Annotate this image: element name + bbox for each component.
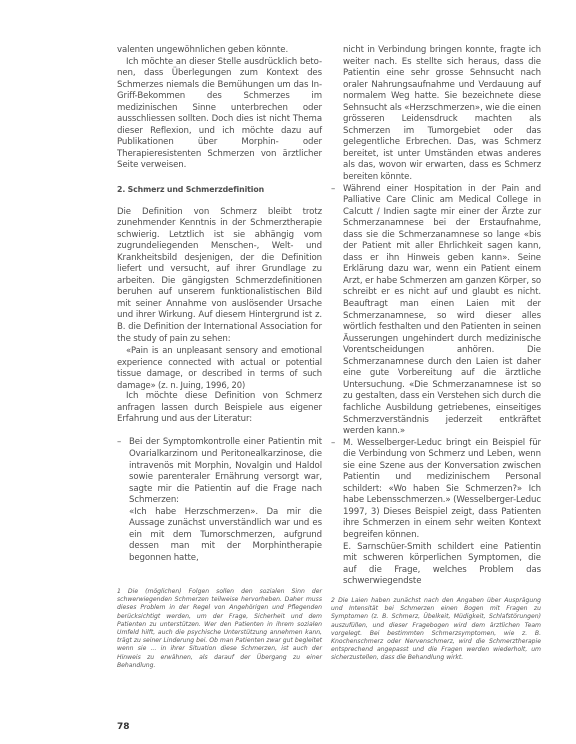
paragraph-continuation: valenten ungewöhnlichen geben könnte. [117, 45, 289, 55]
example-list [117, 437, 322, 564]
list-item-text: Während einer Hospitation in der Pain and Palliative Care Clinic am Medical College in Calcutt / Indien sagte mir einer der Ärzte zur Schmerzanamnese bei der Erstaufnahme, dass sie die Schmerzanamnese so lange «bis der Patient mit aller Ehrlichkeit sagen kann, dass er ihn Hinweis geben kann». Seine Erklärung dazu war, wenn ein Patient einem Arzt, er habe Schmerzen am ganzen Körper, so schreibt er es nicht auf und glaubt es nicht. Beauftragt man einen Laien mit der Schmerzanamnese, so wird dieser alles wörtlich festhalten und den Patienten in seinen Äusserungen ungehindert durch medizinische Vorentscheidungen anhören. Die Schmerzanamnese durch den Laien ist daher eine gute Vorbereitung auf die ärztliche Untersuchung. «Die Schmerzanamnese ist so zu gestalten, dass ein Verstehen sich durch die fachliche Ausbildung getriebenes, einseitiges Schmerzverständnis jederzeit entkräftet werden kann.» [343, 183, 541, 437]
section-heading: 2. Schmerz und Schmerzdefinition [117, 184, 265, 194]
page-number: 78 [117, 722, 130, 732]
definition-quote: «Pain is an unpleasant sensory and emotional experience connected with actual or potential tissue damage, or described in terms of such damage» (z. n. Juing, 1996, 20) [117, 345, 322, 390]
footnote-left: 1 Die (möglichen) Folgen sollen den sozialen Sinn der schwerwiegenden Schmerzen teilweise hervorheben. Daher muss dieses Problem in der Regel von Angehörigen und Pflegenden berücksichtigt werden, um der Frage, Sicherheit und dem Patienten zu unterstützen. Wer den Patienten in ihrem sozialen Umfeld hilft, auch die psychische Unterstützung annehmen kann, trägt zu seiner Linderung bei. Ob man Patienten zwar gut begleitet wenn sie ... in ihrer Situation diese Schmerzen, ist auch der Hinweis zu erwähnen, als darauf der Übergang zu einer Behandlung. [117, 588, 322, 669]
list-item [331, 438, 541, 588]
left-column [117, 45, 322, 564]
list-item-continuation: E. Sarnschüer-Smith schildert eine Patientin mit schweren körperlichen Symptomen, die auf die Frage, welches Problem das schwerwiegendste [343, 541, 541, 587]
right-column [331, 45, 541, 588]
example-list [331, 184, 541, 588]
list-item-text: Bei der Symptomkontrolle einer Patientin mit Ovarialkarzinom und Peritonealkarzinose, die intravenös mit Morphin, Novalgin und Haldol sowie parenteraler Ernährung versorgt war, sagte mir die Patientin auf die Frage nach Schmerzen: [129, 437, 322, 506]
list-item [331, 184, 541, 438]
list-item-quote: «Ich habe Herzschmerzen». Da mir die Aussage zunächst unverständlich war und es ein mit dem Tumorschmerzen, aufgrund dessen man mit der Morphintherapie begonnen hatte, [129, 506, 322, 563]
paragraph: Ich möchte diese Definition von Schmerz anfragen lassen durch Beispiele aus eigener Erfahrung und aus der Literatur: [117, 391, 322, 425]
paragraph: Ich möchte an dieser Stelle ausdrücklich beto-nen, dass Überlegungen zum Kontext des Schmerzes niemals die Bemühungen um das In-Griff-Bekommen des Schmerzes im medizinischen Sinne unterbrechen oder ausschliessen sollten. Doch dies ist nicht Thema dieser Reflexion, und ich möchte dazu auf Publikationen über Morphin- oder Therapieresistenten Schmerzen von ärztlicher Seite verweisen. [117, 56, 322, 171]
footnote-right: 2 Die Laien haben zunächst nach den Angaben über Ausprägung und Intensität bei Schmerzen einen Bogen mit Fragen zu Symptomen (z. B. Schmerz, Übelkeit, Müdigkeit, Schlafstörungen) auszufüllen, und dieser Fragebogen wird dem ärztlichen Team vorgelegt. Bei bestimmten Schmerzsymptomen, wie z. B. Knochenschmerz oder Nervenschmerz, wird die Schmerztherapie entsprechend angepasst und die Fragen werden wiederholt, um sicherzustellen, dass die Behandlung wirkt. [331, 597, 541, 662]
list-item [117, 437, 322, 564]
list-item-text: M. Wesselberger-Leduc bringt ein Beispiel für die Verbindung von Schmerz und Leben, wenn sie eine Szene aus der Konversation zwischen Patientin und medizinischem Personal schildert: «Wo haben Sie Schmerzen?» Ich habe Lebensschmerzen.» (Wesselberger-Leduc 1997, 3) Dieses Beispiel zeigt, dass Patienten ihre Schmerzen in einem sehr weiten Kontext begreifen können. [343, 437, 541, 540]
paragraph: Die Definition von Schmerz bleibt trotz zunehmender Kenntnis in der Schmerztherapie schwierig. Letztlich ist sie abhängig vom zugrundeliegenden Menschen-, Welt- und Krankheitsbild desjenigen, der die Definition liefert und versucht, auf ihrer Grundlage zu arbeiten. Die gängigsten Schmerzdefinitionen beruhen auf unserem funktionalistischen Bild mit seiner Annahme von auslösender Ursache und ihrer Wirkung. Auf diesem Hintergrund ist z. B. die Definition der International Association for the study of pain zu sehen: [117, 206, 322, 344]
paragraph-continuation: nicht in Verbindung bringen konnte, fragte ich weiter nach. Es stellte sich heraus, dass die Patientin eine sehr grosse Sehnsucht nach oraler Nahrungsaufnahme und Verdauung auf normalem Weg hatte. Sie bezeichnete diese Sehnsucht als «Herzschmerzen», wie die einen grösseren Leidensdruck machten als Schmerzen im Tumorgebiet oder das gelegentliche Erbrechen. Das, was Schmerz bereitet, ist unter Umständen etwas anderes als das, wovon wir erwarten, dass es Schmerz bereiten könnte. [343, 45, 541, 183]
